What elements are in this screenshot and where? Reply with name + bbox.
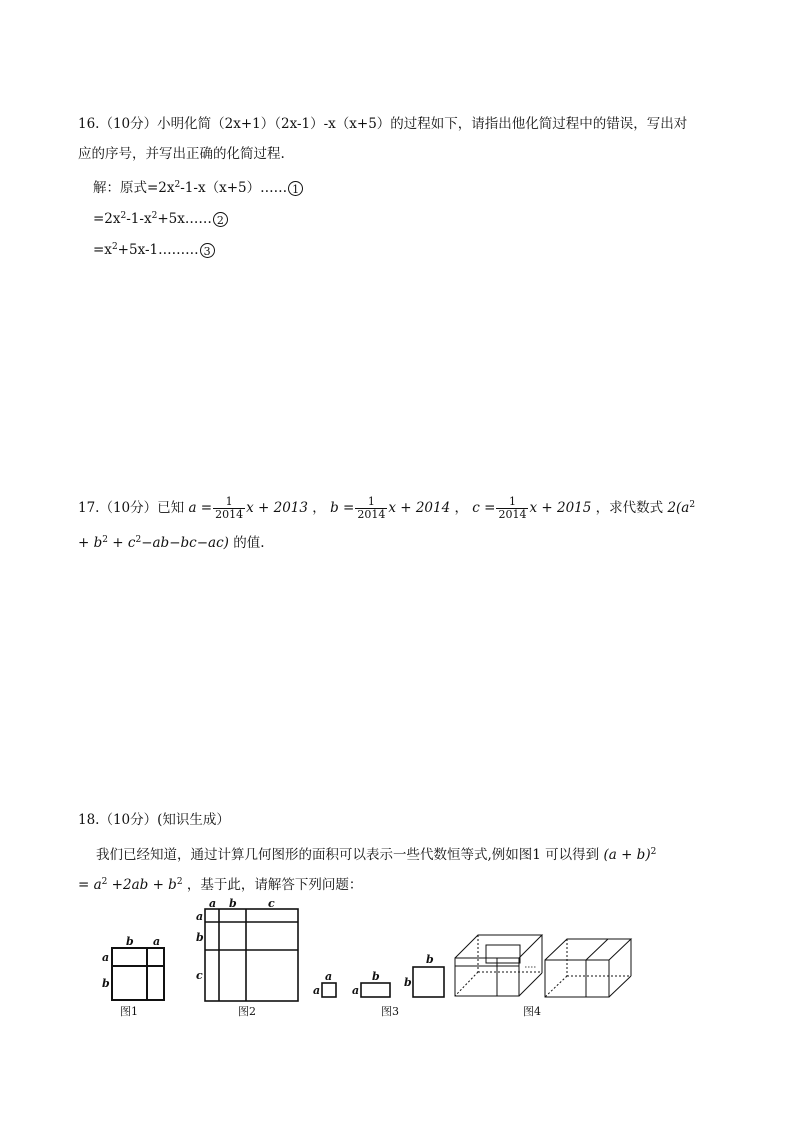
fig1-label-b-side: b — [102, 977, 110, 990]
q18-line3: = $a^2 +2ab + b^2$ ，基于此，请解答下列问题： — [78, 877, 363, 893]
q17-a-rhs: x + 2013 — [246, 500, 308, 516]
q17-expr-start: 2(a — [667, 500, 690, 516]
q16-step1-b: -1-x（x+5）…… — [180, 180, 288, 196]
q16-sup: 2 — [111, 242, 118, 252]
q17-ask: ，求代数式 — [595, 500, 664, 516]
q17-b-lhs: b = — [330, 500, 355, 516]
fig4-caption: 图4 — [523, 1005, 541, 1018]
q16-line1: 16.（10分）小明化简（2x+1）（2x-1）-x（x+5）的过程如下，请指出他化简过程中的错误，写出对 — [78, 116, 688, 132]
q17-c-lhs: c = — [472, 500, 496, 516]
fig3-caption: 图3 — [381, 1005, 399, 1018]
fig2-label-a-top: a — [209, 897, 217, 910]
q16-step2-b: -1-x — [126, 211, 152, 227]
q16-mark1: 1 — [288, 181, 303, 196]
fig2-label-a-side: a — [196, 910, 204, 923]
q16-step2-a: =2x — [93, 211, 121, 227]
q17-prefix: 17.（10分）已知 — [78, 500, 185, 516]
q16-mark3: 3 — [200, 243, 215, 258]
fig3-label-b-top: b — [372, 970, 380, 983]
figure-4-right — [545, 939, 631, 997]
q17-sep: ， — [312, 500, 326, 516]
q16-sup: 2 — [151, 211, 158, 221]
fig1-label-b: b — [126, 935, 134, 948]
fig1-label-a: a — [153, 935, 161, 948]
fig3-label-a-top: a — [325, 970, 333, 983]
q17-sep: ， — [454, 500, 468, 516]
fig2-label-c-top: c — [268, 897, 275, 910]
q17-frac-b: $\frac{1}{2014}$ — [357, 495, 386, 521]
q17-b-rhs: x + 2014 — [388, 500, 451, 516]
q17-tail: 的值. — [233, 535, 265, 551]
q17-frac-c: $\frac{1}{2014}$ — [498, 495, 527, 521]
q17-a-lhs: a = — [188, 500, 213, 516]
q16-step3-b: +5x-1……… — [117, 242, 199, 258]
figure-2 — [205, 909, 298, 1001]
q16-step3-a: =x — [93, 242, 112, 258]
q18-line1: 18.（10分）(知识生成） — [78, 812, 230, 828]
q16-mark2: 2 — [213, 212, 228, 227]
fig1-label-a-side: a — [102, 951, 110, 964]
q16-sup: 2 — [120, 211, 127, 221]
fig2-label-b-side: b — [196, 931, 204, 944]
q17-frac-a: $\frac{1}{2014}$ — [215, 495, 244, 521]
q16-step1-a: 解：原式=2x — [93, 180, 175, 196]
fig3-label-b-square-top: b — [426, 953, 434, 966]
q17-line2: + $b^2 + c^2-ab-bc-ac$) 的值. — [78, 535, 265, 551]
fig3-label-b-square-side: b — [404, 976, 412, 989]
q16-step2-c: +5x…… — [157, 211, 212, 227]
fig3-label-a-rect: a — [352, 984, 360, 997]
figure-4-left — [455, 935, 542, 996]
fig2-caption: 图2 — [238, 1005, 256, 1018]
fig1-caption: 图1 — [120, 1005, 138, 1018]
q17-c-rhs: x + 2015 — [529, 500, 592, 516]
fig2-label-c-side: c — [196, 969, 203, 982]
q18-line2: 我们已经知道，通过计算几何图形的面积可以表示一些代数恒等式,例如图1 可以得到 $(a + b)^2$ — [96, 847, 657, 863]
q17-line1: 17.（10分）已知 a = $\frac{1}{2014}$ x + 2013 ， b = $\frac{1}{2014}$ x + 2014 ， c = $\frac{1}{2014}$ x + 2015 ，求代数式 $2(a^2$ — [78, 495, 696, 521]
figure-3 — [322, 967, 444, 997]
fig2-label-b-top: b — [229, 897, 237, 910]
q16-sup: 2 — [174, 180, 181, 190]
q16-line2: 应的序号，并写出正确的化简过程. — [78, 146, 285, 162]
fig3-label-a-side: a — [313, 984, 321, 997]
figure-1 — [112, 948, 164, 1000]
